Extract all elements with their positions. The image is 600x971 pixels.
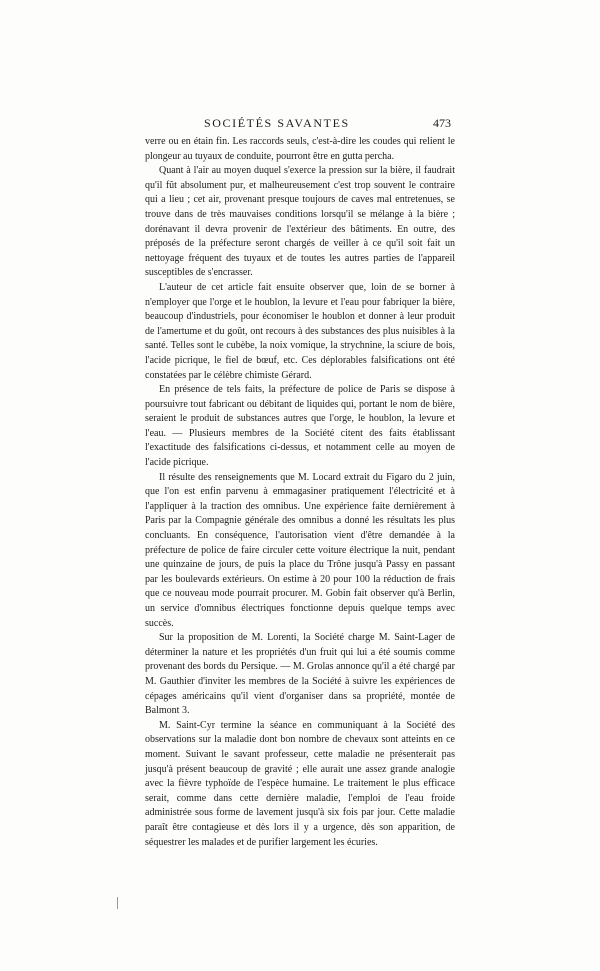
paragraph-electric-omnibus: Il résulte des renseignements que M. Locard extrait du Figaro du 2 juin, que l'on est enfin parvenu à emmagasiner pratiquement l'électricité et à l'appliquer à la traction des omnibus. Une expérience faite dernièrement à Paris par la Compagnie générale des omnibus a donné les résultats les plus concluants. En conséquence, l'autorisation vient d'être demandée à la préfecture de police de faire circuler cette voiture électrique la nuit, pendant une quinzaine de jours, de puis la place du Trône jusqu'à Passy en passant par les boulevards extérieurs. On estime à 20 pour 100 la réduction de frais que ce nouveau mode pourrait procurer. M. Gobin fait observer qu'à Berlin, un service d'omnibus électriques fonctionne depuis quelque temps avec succès. [145,471,455,629]
running-head [0,116,600,132]
paragraph-air-pressure: Quant à l'air au moyen duquel s'exerce la pression sur la bière, il faudrait qu'il fût absolument pur, et malheureusement c'est trop souvent le contraire qui a lieu ; cet air, provenant presque toujours de caves mal entretenues, se trouve dans de très mauvaises conditions lorsqu'il se mélange à la bière ; dorénavant il devra provenir de l'extérieur des bâtiments. En outre, des préposés de la préfecture seront chargés de veiller à ce qu'il soit fait un nettoyage fréquent des tuyaux et de toutes les autres parties de l'appareil susceptibles de s'encrasser. [145,165,455,279]
paragraph-beer-pipes: verre ou en étain fin. Les raccords seuls, c'est-à-dire les coudes qui relient le plongeur au tuyaux de conduite, pourront être en gutta percha. [145,136,455,162]
paragraph-prefecture-prosecution: En présence de tels faits, la préfecture de police de Paris se dispose à poursuivre tout fabricant ou débitant de liquides qui, portant le nom de bière, seraient le produit de substances autres que l'orge, le houblon, la levure et l'eau. — Plusieurs membres de la Société citent des faits établissant l'exactitude des falsifications ci-dessus, et notamment celle au moyen de l'acide picrique. [145,384,455,469]
margin-mark [117,897,118,909]
running-title: SOCIÉTÉS SAVANTES [204,116,350,130]
body-text [145,135,455,850]
paragraph-horse-disease: M. Saint-Cyr termine la séance en communiquant à la Société des observations sur la maladie dont bon nombre de chevaux sont atteints en ce moment. Suivant le savant professeur, cette maladie ne présenterait pas jusqu'à présent beaucoup de gravité ; elle aurait une assez grande analogie avec la fièvre typhoïde de l'espèce humaine. Le traitement le plus efficace serait, comme dans cette dernière maladie, l'emploi de l'eau froide administrée sous forme de lavement jusqu'à six fois par jour. Cette maladie paraît être contagieuse et dès lors il y a urgence, dès son apparition, de séquestrer les malades et de purifier largement les écuries. [145,719,455,848]
paragraph-fruit-and-vines: Sur la proposition de M. Lorenti, la Société charge M. Saint-Lager de déterminer la nature et les propriétés d'un fruit qui lui a été soumis comme provenant des bords du Persique. — M. Grolas annonce qu'il a été chargé par M. Gauthier d'inviter les membres de la Société à suivre les expériences de cépages américains qu'il vient d'organiser dans sa propriété, montée de Balmont 3. [145,632,455,717]
paragraph-adulterants: L'auteur de cet article fait ensuite observer que, loin de se borner à n'employer que l'orge et le houblon, la levure et l'eau pour fabriquer la bière, beaucoup d'industriels, pour économiser le houblon et donner à leur produit de l'amertume et du goût, ont recours à des substances des plus nuisibles à la santé. Telles sont le cubèbe, la noix vomique, la strychnine, la sciure de bois, l'acide picrique, le fiel de bœuf, etc. Ces déplorables falsifications ont été constatées par le célèbre chimiste Gérard. [145,281,455,381]
page-number: 473 [433,116,451,130]
